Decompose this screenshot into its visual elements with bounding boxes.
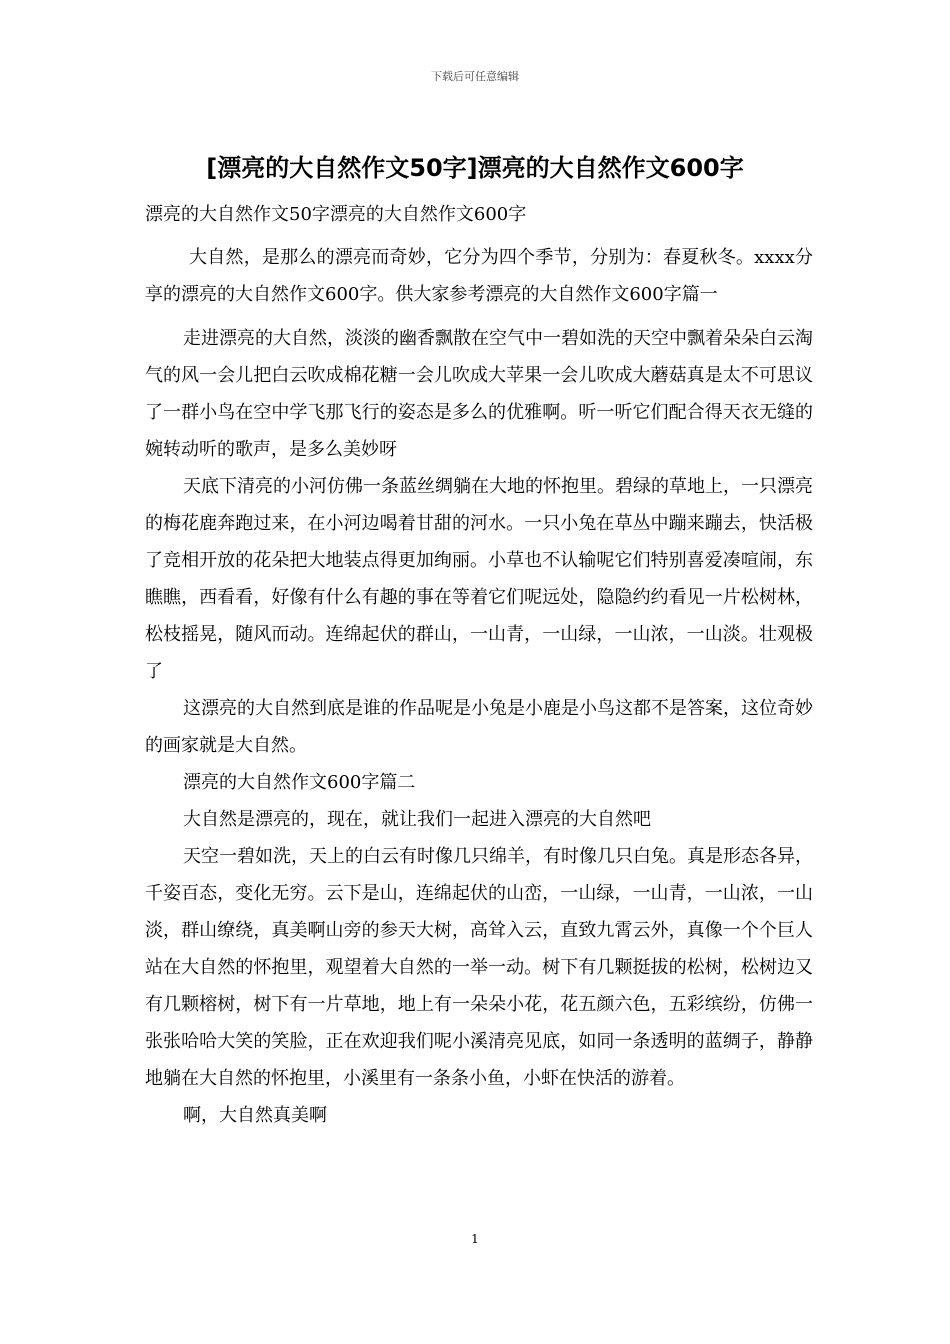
section-heading: 漂亮的大自然作文600字篇二 bbox=[183, 772, 416, 793]
document-subtitle: 漂亮的大自然作文50字漂亮的大自然作文600字 bbox=[145, 204, 527, 225]
paragraph: 天底下清亮的小河仿佛一条蓝丝绸躺在大地的怀抱里。碧绿的草地上，一只漂亮的梅花鹿奔跑过来，在小河边喝着甘甜的河水。一只小兔在草丛中蹦来蹦去，快活极了竞相开放的花朵把大地装点得更加绚丽。小草也不认输呢它们特别喜爱凑喧闹，东瞧瞧，西看看，好像有什么有趣的事在等着它们呢远处，隐隐约约看见一片松树林，松枝摇晃，随风而动。连绵起伏的群山，一山青，一山绿，一山浓，一山淡。壮观极了 bbox=[145, 476, 813, 682]
page-number: 1 bbox=[471, 1232, 479, 1246]
document-title: [漂亮的大自然作文50字]漂亮的大自然作文600字 bbox=[206, 154, 744, 182]
document-body bbox=[145, 196, 813, 1134]
paragraph: 这漂亮的大自然到底是谁的作品呢是小兔是小鹿是小鸟这都不是答案，这位奇妙的画家就是大自然。 bbox=[145, 698, 813, 756]
paragraph-intro: 大自然，是那么的漂亮而奇妙，它分为四个季节，分别为：春夏秋冬。xxxx分享的漂亮的大自然作文600字。供大家参考漂亮的大自然作文600字篇一 bbox=[145, 247, 813, 305]
paragraph: 啊，大自然真美啊 bbox=[183, 1105, 327, 1126]
paragraph: 天空一碧如洗，天上的白云有时像几只绵羊，有时像几只白兔。真是形态各异，千姿百态，变化无穷。云下是山，连绵起伏的山峦，一山绿，一山青，一山浓，一山淡，群山缭绕，真美啊山旁的参天大树，高耸入云，直致九霄云外，真像一个个巨人站在大自然的怀抱里，观望着大自然的一举一动。树下有几颗挺拔的松树，松树边又有几颗榕树，树下有一片草地，地上有一朵朵小花，花五颜六色，五彩缤纷，仿佛一张张哈哈大笑的笑脸，正在欢迎我们呢小溪清亮见底，如同一条透明的蓝绸子，静静地躺在大自然的怀抱里，小溪里有一条条小鱼，小虾在快活的游着。 bbox=[145, 846, 813, 1089]
paragraph: 大自然是漂亮的，现在，就让我们一起进入漂亮的大自然吧 bbox=[183, 809, 651, 830]
page-header-note: 下载后可任意编辑 bbox=[431, 70, 519, 83]
paragraph: 走进漂亮的大自然，淡淡的幽香飘散在空气中一碧如洗的天空中飘着朵朵白云淘气的风一会儿把白云吹成棉花糖一会儿吹成大苹果一会儿吹成大蘑菇真是太不可思议了一群小鸟在空中学飞那飞行的姿态是多么的优雅啊。听一听它们配合得天衣无缝的婉转动听的歌声，是多么美妙呀 bbox=[145, 328, 813, 460]
